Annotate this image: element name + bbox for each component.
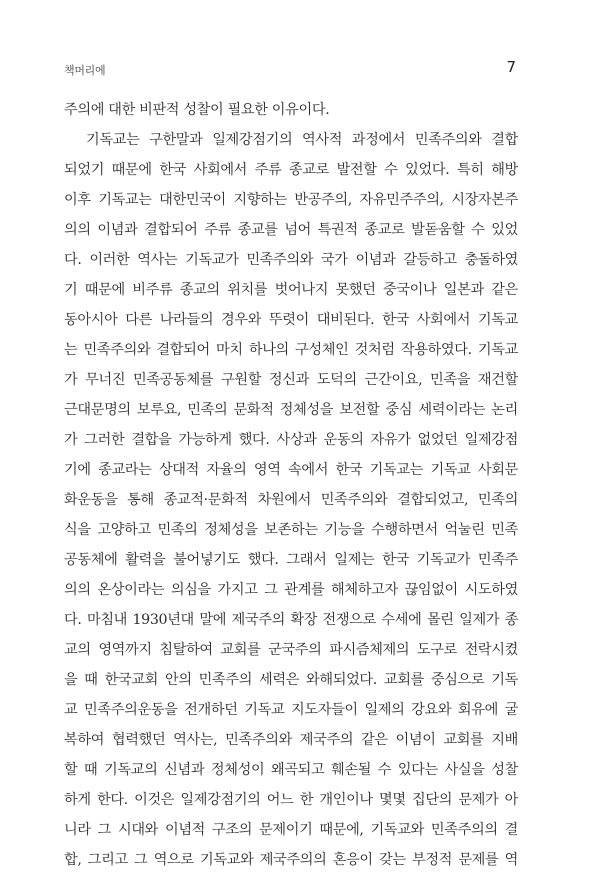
text-line: 교 민족주의운동을 전개하던 기독교 지도자들이 일제의 강요와 회유에 굴	[64, 702, 518, 718]
running-header-title: 책머리에	[64, 64, 106, 77]
text-line: 화운동을 통해 종교적·문화적 차원에서 민족주의와 결합되었고, 민족의	[64, 492, 518, 508]
text-line: 동아시아 다른 나라들의 경우와 뚜렷이 대비된다. 한국 사회에서 기독교	[64, 312, 518, 328]
text-line: 다. 마침내 1930년대 말에 제국주의 확장 전쟁으로 수세에 몰린 일제가 종	[64, 612, 518, 628]
text-line: 다. 이러한 역사는 기독교가 민족주의와 국가 이념과 갈등하고 충돌하였	[64, 252, 518, 268]
text-line: 기 때문에 비주류 종교의 위치를 벗어나지 못했던 중국이나 일본과 같은	[64, 282, 518, 298]
text-line: 가 무너진 민족공동체를 구원할 정신과 도덕의 근간이요, 민족을 재건할	[64, 372, 518, 388]
text-line: 되었기 때문에 한국 사회에서 주류 종교로 발전할 수 있었다. 특히 해방	[64, 162, 518, 178]
text-line: 복하여 협력했던 역사는, 민족주의와 제국주의 같은 이념이 교회를 지배	[64, 732, 518, 748]
text-line: 할 때 기독교의 신념과 정체성이 왜곡되고 훼손될 수 있다는 사실을 성찰	[64, 762, 518, 778]
text-line: 교의 영역까지 침탈하여 교회를 군국주의 파시즘체제의 도구로 전락시켰	[64, 642, 518, 658]
text-line: 근대문명의 보루요, 민족의 문화적 정체성을 보전할 중심 세력이라는 논리	[64, 402, 518, 418]
text-line: 의의 이념과 결합되어 주류 종교를 넘어 특권적 종교로 발돋움할 수 있었	[64, 222, 518, 238]
text-line: 니라 그 시대와 이념적 구조의 문제이기 때문에, 기독교와 민족주의의 결	[64, 822, 518, 838]
text-line: 기에 종교라는 상대적 자율의 영역 속에서 한국 기독교는 기독교 사회문	[64, 462, 518, 478]
running-header	[64, 58, 516, 82]
text-line: 기독교는 구한말과 일제강점기의 역사적 과정에서 민족주의와 결합	[86, 132, 518, 148]
text-line: 주의에 대한 비판적 성찰이 필요한 이유이다.	[64, 102, 330, 118]
text-line: 식을 고양하고 민족의 정체성을 보존하는 기능을 수행하면서 억눌린 민족	[64, 522, 518, 538]
text-line: 합, 그리고 그 역으로 기독교와 제국주의의 혼응이 갖는 부정적 문제를 역	[64, 852, 518, 868]
text-line: 이후 기독교는 대한민국이 지향하는 반공주의, 자유민주주의, 시장자본주	[64, 192, 518, 208]
text-line: 가 그러한 결합을 가능하게 했다. 사상과 운동의 자유가 없었던 일제강점	[64, 432, 518, 448]
text-line: 을 때 한국교회 안의 민족주의 세력은 와해되었다. 교회를 중심으로 기독	[64, 672, 518, 688]
text-line: 의의 온상이라는 의심을 가지고 그 관계를 해체하고자 끊임없이 시도하였	[64, 582, 518, 598]
page-number: 7	[506, 58, 516, 76]
text-line: 공동체에 활력을 불어넣기도 했다. 그래서 일제는 한국 기독교가 민족주	[64, 552, 518, 568]
body-text	[64, 95, 518, 875]
text-line: 는 민족주의와 결합되어 마치 하나의 구성체인 것처럼 작용하였다. 기독교	[64, 342, 518, 358]
text-line: 하게 한다. 이것은 일제강점기의 어느 한 개인이나 몇몇 집단의 문제가 아	[64, 792, 518, 808]
